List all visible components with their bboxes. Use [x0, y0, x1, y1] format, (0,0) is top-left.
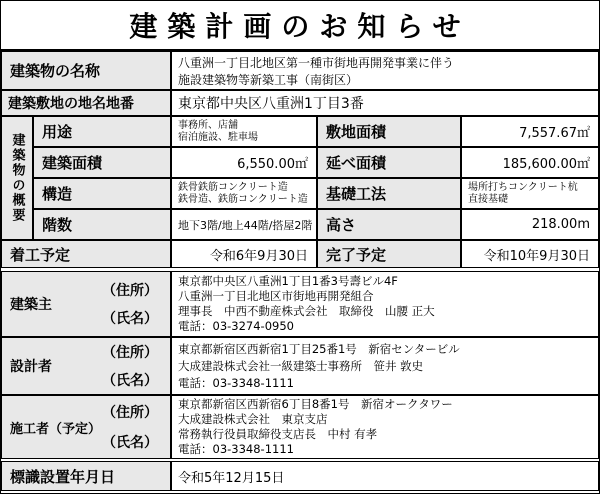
start-label — [1, 240, 171, 268]
owner-line: 東京都中央区八重洲1丁目1番3号壽ビル4F — [178, 274, 398, 288]
contractor-name-label: （氏名） — [102, 435, 158, 451]
floors-label-text: 階数 — [42, 216, 73, 234]
total-floor-area-label — [317, 147, 461, 178]
contractor-address-label: （住所） — [102, 405, 158, 421]
structure-value — [171, 178, 317, 209]
owner-address-label: （住所） — [102, 283, 158, 299]
use-line: 事務所、店舗 — [178, 119, 238, 131]
overview-label — [1, 116, 33, 240]
building-area-label — [33, 147, 171, 178]
site-area-value — [461, 116, 599, 147]
building-name-label — [1, 51, 171, 90]
owner-label-cell — [1, 271, 171, 337]
building-area-value-text: 6,550.00㎡ — [237, 157, 308, 172]
site-address-label — [1, 90, 171, 116]
designer-value — [171, 337, 599, 395]
building-name-label-text: 建築物の名称 — [10, 62, 101, 80]
height-label — [317, 209, 461, 240]
designer-address-label: （住所） — [102, 345, 158, 361]
overview-label-text: 建築物の概要 — [9, 133, 25, 223]
floors-value-text: 地下3階/地上44階/搭屋2階 — [178, 218, 313, 232]
start-value — [171, 240, 317, 268]
site-address-value — [171, 90, 599, 116]
building-name-line: 八重洲一丁目北地区第一種市街地再開発事業に伴う — [178, 55, 455, 70]
site-area-value-text: 7,557.67㎡ — [519, 126, 590, 141]
contractor-label: 施工者（予定） — [10, 422, 102, 437]
building-name-line: 施設建築物等新築工事（南街区） — [178, 72, 359, 87]
floors-label — [33, 209, 171, 240]
height-value — [461, 209, 599, 240]
total-floor-area-value — [461, 147, 599, 178]
height-label-text: 高さ — [326, 216, 357, 234]
site-area-label — [317, 116, 461, 147]
contractor-label-cell — [1, 395, 171, 459]
use-label — [33, 116, 171, 147]
site-address-label-text: 建築敷地の地名地番 — [8, 96, 134, 112]
owner-label: 建築主 — [10, 297, 52, 313]
completion-value-text: 令和10年9月30日 — [483, 248, 590, 264]
floors-value — [171, 209, 317, 240]
contractor-value — [171, 395, 599, 459]
use-label-text: 用途 — [42, 123, 73, 141]
building-area-label-text: 建築面積 — [42, 154, 103, 172]
site-address-value-text: 東京都中央区八重洲1丁目3番 — [178, 96, 364, 112]
sign-date-label-text: 標識設置年月日 — [10, 467, 116, 486]
sign-date-value-text: 令和5年12月15日 — [178, 470, 285, 486]
foundation-label — [317, 178, 461, 209]
owner-name-label: （氏名） — [102, 311, 158, 327]
use-value — [171, 116, 317, 147]
page-title — [1, 1, 599, 51]
page-title-text: 建築計画のお知らせ — [129, 10, 471, 43]
structure-label — [33, 178, 171, 209]
contractor-line: 大成建設株式会社 東京支店 — [178, 412, 328, 426]
sign-date-value — [171, 461, 599, 491]
completion-label-text: 完了予定 — [326, 245, 387, 264]
use-line: 宿泊施設、駐車場 — [178, 131, 258, 143]
foundation-label-text: 基礎工法 — [326, 185, 387, 203]
designer-line: 大成建設株式会社一級建築士事務所 笹井 敦史 — [178, 358, 424, 373]
structure-line: 鉄骨造、鉄筋コンクリート造 — [178, 193, 308, 205]
structure-label-text: 構造 — [42, 185, 73, 203]
owner-line: 電話：03-3274-0950 — [178, 319, 294, 333]
height-value-text: 218.00m — [531, 217, 590, 232]
building-area-value — [171, 147, 317, 178]
contractor-line: 常務執行役員取締役支店長 中村 有孝 — [178, 427, 378, 441]
sign-date-label — [1, 461, 171, 491]
designer-line: 電話：03-3348-1111 — [178, 375, 294, 390]
total-floor-area-label-text: 延べ面積 — [326, 154, 387, 172]
owner-value — [171, 271, 599, 337]
site-area-label-text: 敷地面積 — [326, 123, 387, 141]
foundation-line: 直接基礎 — [468, 193, 508, 205]
owner-line: 理事長 中西不動産株式会社 取締役 山腰 正大 — [178, 304, 435, 318]
contractor-line: 東京都新宿区西新宿6丁目8番1号 新宿オークタワー — [178, 397, 453, 411]
foundation-value — [461, 178, 599, 209]
building-name-value — [171, 51, 599, 90]
designer-line: 東京都新宿区西新宿1丁目25番1号 新宿センタービル — [178, 341, 460, 356]
total-floor-area-value-text: 185,600.00㎡ — [502, 157, 590, 172]
completion-value — [461, 240, 599, 268]
designer-label: 設計者 — [10, 359, 52, 375]
start-value-text: 令和6年9月30日 — [209, 248, 308, 264]
contractor-line: 電話：03-3348-1111 — [178, 442, 294, 456]
designer-label-cell — [1, 337, 171, 395]
owner-line: 八重洲一丁目北地区市街地再開発組合 — [178, 289, 374, 303]
start-label-text: 着工予定 — [10, 245, 71, 264]
designer-name-label: （氏名） — [102, 373, 158, 389]
completion-label — [317, 240, 461, 268]
structure-line: 鉄骨鉄筋コンクリート造 — [178, 181, 288, 193]
foundation-line: 場所打ちコンクリート杭 — [468, 181, 578, 193]
